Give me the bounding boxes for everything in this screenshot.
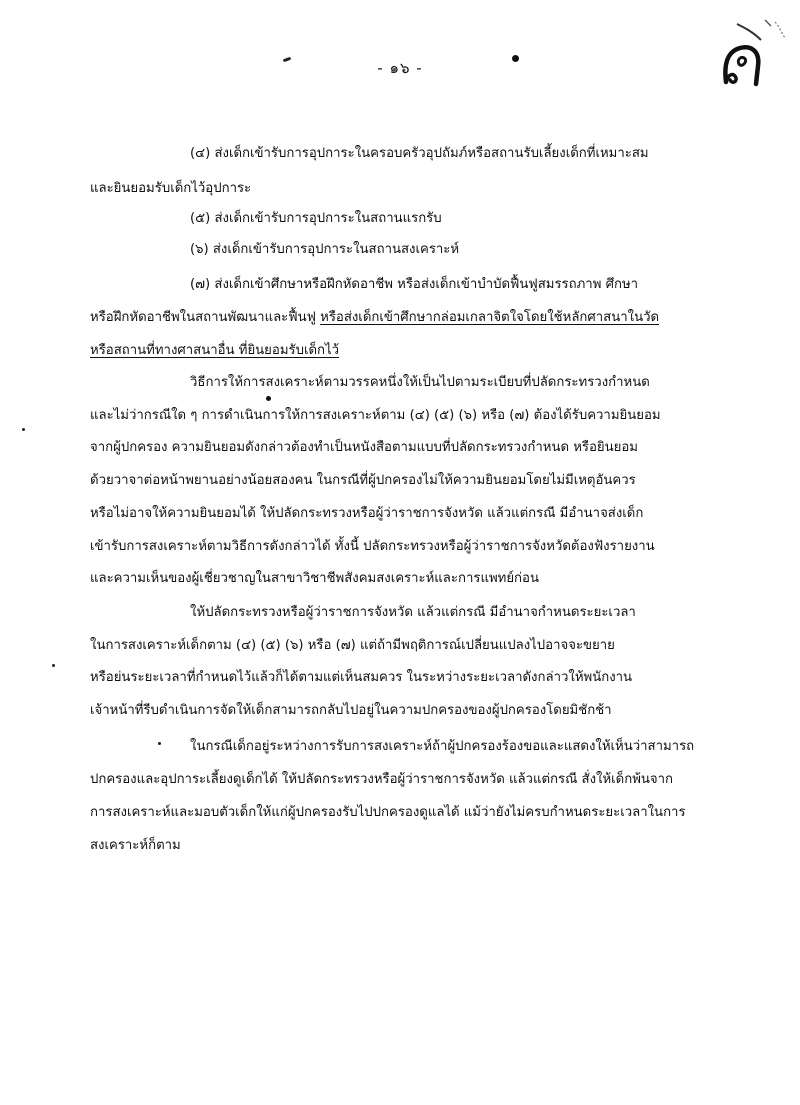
scan-dot xyxy=(266,396,271,401)
text-line: จากผู้ปกครอง ความยินยอมดังกล่าวต้องทำเป็นหนังสือตามแบบที่ปลัดกระทรวงกำหนด หรือยินยอม xyxy=(90,440,638,455)
scan-speck xyxy=(158,742,161,745)
text-line: เจ้าหน้าที่รีบดำเนินการจัดให้เด็กสามารถกลับไปอยู่ในความปกครองของผู้ปกครองโดยมิชักช้า xyxy=(90,703,612,718)
text-line: และไม่ว่ากรณีใด ๆ การดำเนินการให้การสงเคราะห์ตาม (๔) (๕) (๖) หรือ (๗) ต้องได้รับความยินยอม xyxy=(90,408,661,423)
text-segment: หรือฝึกหัดอาชีพในสถานพัฒนาและฟื้นฟู xyxy=(90,310,321,325)
text-line: หรือย่นระยะเวลาที่กำหนดไว้แล้วก็ได้ตามแต่เห็นสมควร ในระหว่างระยะเวลาดังกล่าวให้พนักงาน xyxy=(90,670,633,685)
text-line: (๕) ส่งเด็กเข้ารับการอุปการะในสถานแรกรับ xyxy=(190,211,442,226)
scan-speck xyxy=(52,664,55,667)
text-line: ด้วยวาจาต่อหน้าพยานอย่างน้อยสองคน ในกรณีที่ผู้ปกครองไม่ให้ความยินยอมโดยไม่มีเหตุอันควร xyxy=(90,473,636,488)
text-line: (๔) ส่งเด็กเข้ารับการอุปการะในครอบครัวอุปถัมภ์หรือสถานรับเลี้ยงเด็กที่เหมาะสม xyxy=(190,146,649,161)
text-line: ให้ปลัดกระทรวงหรือผู้ว่าราชการจังหวัด แล้วแต่กรณี มีอำนาจกำหนดระยะเวลา xyxy=(190,605,636,620)
underlined-text-line: หรือสถานที่ทางศาสนาอื่น ที่ยินยอมรับเด็กไว้ xyxy=(90,343,340,358)
text-line: และความเห็นของผู้เชี่ยวชาญในสาขาวิชาชีพสังคมสงเคราะห์และการแพทย์ก่อน xyxy=(90,571,539,586)
text-line: สงเคราะห์ก็ตาม xyxy=(90,838,181,853)
underlined-text: หรือส่งเด็กเข้าศึกษากล่อมเกลาจิตใจโดยใช้หลักศาสนาในวัด xyxy=(320,310,660,325)
text-line: หรือไม่อาจให้ความยินยอมได้ ให้ปลัดกระทรวงหรือผู้ว่าราชการจังหวัด แล้วแต่กรณี มีอำนาจส่งเด็ก xyxy=(90,506,644,521)
text-line: วิธีการให้การสงเคราะห์ตามวรรคหนึ่งให้เป็นไปตามระเบียบที่ปลัดกระทรวงกำหนด xyxy=(190,375,650,390)
text-line: ปกครองและอุปการะเลี้ยงดูเด็กได้ ให้ปลัดกระทรวงหรือผู้ว่าราชการจังหวัด แล้วแต่กรณี สั่งให้เด็กพ้นจาก xyxy=(90,772,674,787)
text-line: ในการสงเคราะห์เด็กตาม (๔) (๕) (๖) หรือ (๗) แต่ถ้ามีพฤติการณ์เปลี่ยนแปลงไปอาจจะขยาย xyxy=(90,638,615,653)
text-line: การสงเคราะห์และมอบตัวเด็กให้แก่ผู้ปกครองรับไปปกครองดูแลได้ แม้ว่ายังไม่ครบกำหนดระยะเวลาในการ xyxy=(90,805,686,820)
text-line: ในกรณีเด็กอยู่ระหว่างการรับการสงเคราะห์ถ้าผู้ปกครองร้องขอและแสดงให้เห็นว่าสามารถ xyxy=(190,739,695,754)
text-line xyxy=(90,308,659,328)
text-line: เข้ารับการสงเคราะห์ตามวิธีการดังกล่าวได้ ทั้งนี้ ปลัดกระทรวงหรือผู้ว่าราชการจังหวัดต้องฟังรายงาน xyxy=(90,539,655,554)
page-number: - ๑๖ - xyxy=(377,59,423,77)
text-line: และยินยอมรับเด็กไว้อุปการะ xyxy=(90,181,252,196)
text-line: (๗) ส่งเด็กเข้าศึกษาหรือฝึกหัดอาชีพ หรือส่งเด็กเข้าบำบัดฟื้นฟูสมรรถภาพ ศึกษา xyxy=(190,277,639,292)
scan-speck xyxy=(22,428,25,431)
text-line: (๖) ส่งเด็กเข้ารับการอุปการะในสถานสงเคราะห์ xyxy=(190,242,460,257)
